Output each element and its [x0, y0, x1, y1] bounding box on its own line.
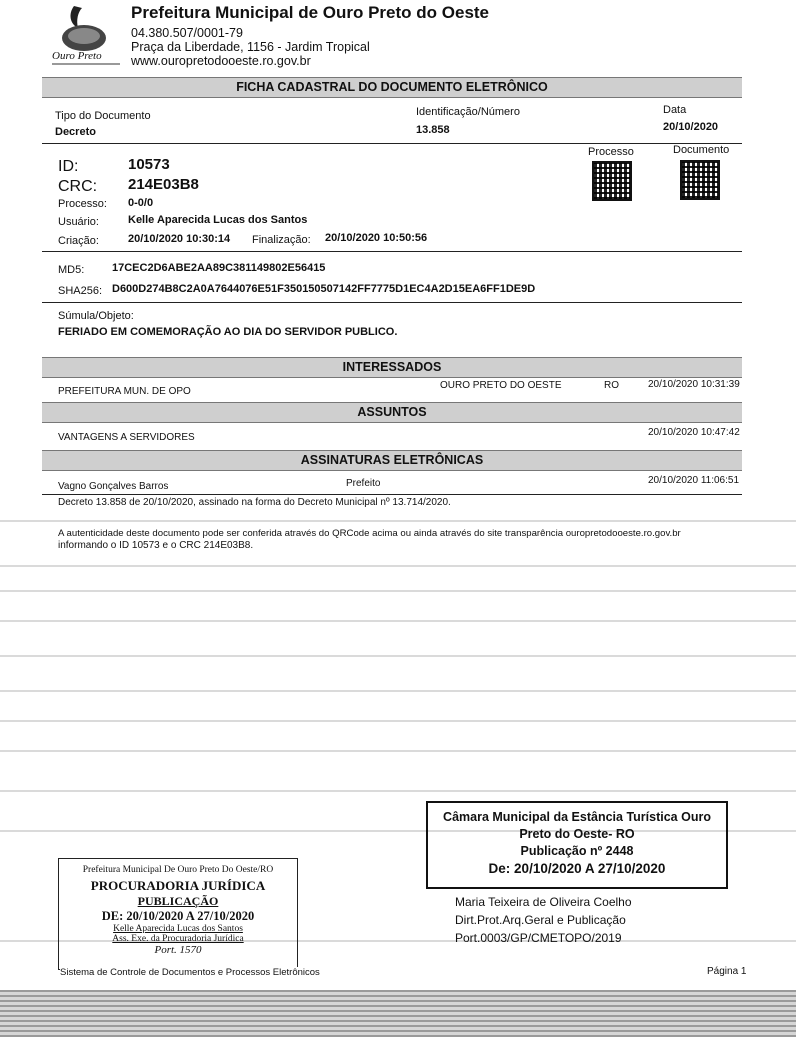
qr-documento-label: Documento	[673, 144, 730, 156]
org-website[interactable]: www.ouropretodooeste.ro.gov.br	[131, 54, 311, 68]
stamp-line: PUBLICAÇÃO	[137, 894, 219, 908]
processo-label: Processo:	[58, 198, 107, 210]
ficha-title-bar: FICHA CADASTRAL DO DOCUMENTO ELETRÔNICO	[42, 77, 742, 98]
sha256-label: SHA256:	[58, 285, 103, 297]
stamp-line: De: 20/10/2020 A 27/10/2020	[488, 861, 666, 876]
ident-label: Identificação/Número	[416, 106, 520, 118]
assunto-datetime: 20/10/2020 10:47:42	[648, 427, 740, 438]
org-name: Prefeitura Municipal de Ouro Preto do Oeste	[131, 3, 490, 22]
procuradoria-publication-stamp	[58, 858, 298, 970]
stamp-line: Prefeitura Municipal De Ouro Preto Do Oeste/RO	[82, 865, 274, 875]
stamp-line: PROCURADORIA JURÍDICA	[90, 878, 266, 893]
interessado-uf: RO	[604, 380, 619, 391]
logo-text: Ouro Preto	[52, 50, 102, 62]
qr-documento-icon[interactable]	[680, 160, 720, 200]
finalizacao-label: Finalização:	[252, 234, 311, 246]
qr-processo-icon[interactable]	[592, 161, 632, 201]
stamp-line: Ass. Exe. da Procuradoria Jurídica	[112, 934, 244, 944]
assuntos-bar: ASSUNTOS	[42, 402, 742, 423]
md5-value: 17CEC2D6ABE2AA89C381149802E56415	[112, 262, 326, 274]
tipo-label: Tipo do Documento	[55, 110, 151, 122]
stamp-line: Port. 1570	[154, 944, 202, 956]
divider	[42, 143, 742, 144]
stamp-line: DE: 20/10/2020 A 27/10/2020	[101, 909, 255, 923]
stamp-line: Publicação nº 2448	[520, 844, 634, 858]
sumula-value: FERIADO EM COMEMORAÇÃO AO DIA DO SERVIDOR PUBLICO.	[58, 326, 398, 338]
interessados-bar: INTERESSADOS	[42, 357, 742, 378]
sumula-label: Súmula/Objeto:	[58, 310, 134, 322]
camara-publication-stamp	[426, 801, 728, 889]
md5-label: MD5:	[58, 264, 85, 276]
interessado-name: PREFEITURA MUN. DE OPO	[58, 386, 191, 397]
signature-line: Port.0003/GP/CMETOPO/2019	[455, 931, 622, 945]
divider	[42, 302, 742, 303]
interessado-datetime: 20/10/2020 10:31:39	[648, 379, 740, 390]
divider	[42, 251, 742, 252]
authenticity-line-1: A autenticidade deste documento pode ser conferida através do QRCode acima ou ainda através do site transparência ouropretodooeste.ro.gov.br	[58, 528, 681, 539]
scan-footer-band	[0, 990, 796, 1037]
signer-datetime: 20/10/2020 11:06:51	[648, 475, 740, 486]
qr-processo-label: Processo	[588, 146, 634, 158]
org-cnpj: 04.380.507/0001-79	[131, 26, 243, 40]
stamp-line: Câmara Municipal da Estância Turística Ouro	[443, 810, 711, 824]
signer-name: Vagno Gonçalves Barros	[58, 481, 169, 492]
footer-page: Página 1	[707, 966, 747, 977]
tipo-value: Decreto	[55, 126, 96, 138]
data-label: Data	[663, 104, 687, 116]
sha256-value: D600D274B8C2A0A7644076E51F350150507142FF7775D1EC4A2D15EA6FF1DE9D	[112, 283, 536, 295]
usuario-label: Usuário:	[58, 216, 99, 228]
authenticity-line-2: informando o ID 10573 e o CRC 214E03B8.	[58, 540, 254, 551]
stamp-line: Preto do Oeste- RO	[519, 827, 635, 841]
id-value: 10573	[128, 156, 170, 173]
finalizacao-value: 20/10/2020 10:50:56	[325, 232, 428, 244]
criacao-value: 20/10/2020 10:30:14	[128, 233, 231, 245]
crc-value: 214E03B8	[128, 176, 199, 193]
org-address: Praça da Liberdade, 1156 - Jardim Tropical	[131, 40, 370, 54]
divider	[42, 494, 742, 495]
signature-line: Dirt.Prot.Arq.Geral e Publicação	[455, 913, 626, 927]
footer-system: Sistema de Controle de Documentos e Processos Eletrônicos	[60, 967, 320, 978]
interessado-city: OURO PRETO DO OESTE	[440, 380, 562, 391]
municipal-logo	[48, 4, 124, 68]
signature-line: Maria Teixeira de Oliveira Coelho	[455, 895, 632, 909]
signature-note: Decreto 13.858 de 20/10/2020, assinado na forma do Decreto Municipal nº 13.714/2020.	[58, 497, 451, 508]
criacao-label: Criação:	[58, 235, 99, 247]
processo-value: 0-0/0	[128, 197, 154, 209]
usuario-value: Kelle Aparecida Lucas dos Santos	[128, 214, 308, 226]
id-label: ID:	[58, 158, 79, 175]
crc-label: CRC:	[58, 178, 98, 195]
ident-value: 13.858	[416, 124, 450, 136]
assunto-name: VANTAGENS A SERVIDORES	[58, 432, 195, 443]
camara-signature-block	[455, 893, 632, 947]
stamp-line: Kelle Aparecida Lucas dos Santos	[113, 924, 243, 934]
assinaturas-bar: ASSINATURAS ELETRÔNICAS	[42, 450, 742, 471]
signer-role: Prefeito	[346, 478, 381, 489]
data-value: 20/10/2020	[663, 121, 719, 133]
